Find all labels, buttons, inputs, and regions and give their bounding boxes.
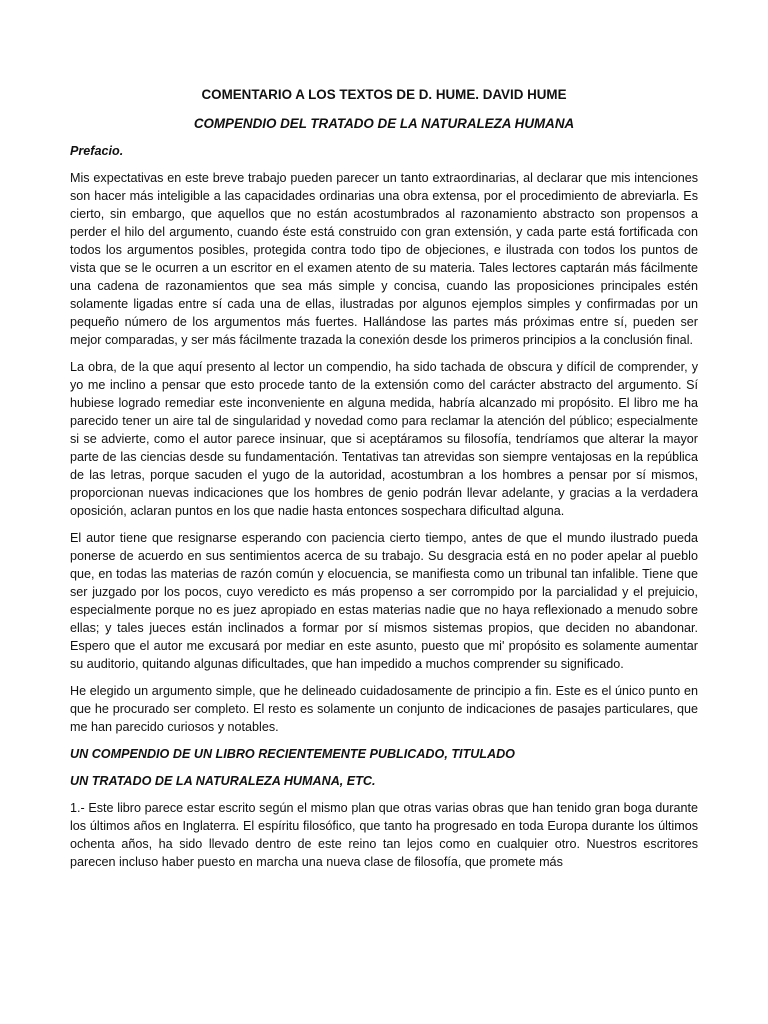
document-page [70, 86, 698, 880]
treatise-heading: UN TRATADO DE LA NATURALEZA HUMANA, ETC. [70, 774, 376, 788]
paragraph: He elegido un argumento simple, que he delineado cuidadosamente de principio a fin. Este es el único punto en que he procurado ser completo. El resto es solamente un conjunto de indicaciones de pasajes particulares, que me han parecido curiosos y notables. [70, 684, 698, 734]
document-title: COMENTARIO A LOS TEXTOS DE D. HUME. DAVID HUME [201, 87, 567, 102]
paragraph: 1.- Este libro parece estar escrito según el mismo plan que otras varias obras que han tenido gran boga durante los últimos años en Inglaterra. El espíritu filosófico, que tanto ha progresado en toda Europa durante los últimos ochenta años, ha sido llevado dentro de este reino tan lejos como en cualquier otro. Nuestros escritores parecen incluso haber puesto en marcha una nueva clase de filosofía, que promete más [70, 801, 698, 869]
document-subtitle: COMPENDIO DEL TRATADO DE LA NATURALEZA HUMANA [193, 116, 575, 131]
paragraph: La obra, de la que aquí presento al lector un compendio, ha sido tachada de obscura y difícil de comprender, y yo me inclino a pensar que esto procede tanto de la extensión como del carácter abstracto del argumento. Sí hubiese logrado remediar este inconveniente en alguna medida, habría alcanzado mi propósito. El libro me ha parecido tener un aire tal de singularidad y novedad como para reclamar la atención del público; especialmente si se advierte, como el autor parece insinuar, que si aceptáramos su filosofía, tendríamos que alterar la mayor parte de las ciencias desde su fundamentación. Tentativas tan atrevidas son siempre ventajosas en la república de las letras, porque sacuden el yugo de la autoridad, acostumbran a los hombres a pensar por sí mismos, proporcionan nuevas indicaciones que los hombres de genio podrán llevar adelante, y gracias a la verdadera oposición, aclaran puntos en los que nadie hasta entonces sospechara dificultad alguna. [70, 360, 698, 518]
preface-heading: Prefacio. [70, 144, 124, 158]
paragraph: El autor tiene que resignarse esperando con paciencia cierto tiempo, antes de que el mundo ilustrado pueda ponerse de acuerdo en sus sentimientos acerca de su trabajo. Su desgracia está en no poder apelar al pueblo que, en todas las materias de razón común y elocuencia, se manifiesta como un tribunal tan infalible. Tiene que ser juzgado por los pocos, cuyo veredicto es más propenso a ser corrompido por la parcialidad y el prejuicio, especialmente porque no es juez apropiado en estas materias nadie que no haya reflexionado a menudo sobre ellas; y tales jueces están inclinados a formar por sí mismos sistemas propios, que deciden no abandonar. Espero que el autor me excusará por mediar en este asunto, puesto que mi' propósito es solamente aumentar su auditorio, quitando algunas dificultades, que han impedido a muchos comprender su significado. [70, 531, 698, 671]
paragraph: Mis expectativas en este breve trabajo pueden parecer un tanto extraordinarias, al declarar que mis intenciones son hacer más inteligible a las capacidades ordinarias una obra extensa, por el procedimiento de abreviarla. Es cierto, sin embargo, que aquellos que no están acostumbrados al razonamiento abstracto son propensos a perder el hilo del argumento, cuando éste está construido con gran extensión, y cada parte está fortificada con todos los argumentos posibles, protegida contra todo tipo de objeciones, e ilustrada con todos los puntos de vista que se le ocurren a un escritor en el examen atento de su materia. Tales lectores captarán más fácilmente una cadena de razonamientos que sea más simple y concisa, cuando las proposiciones principales estén solamente ligadas entre sí cada una de ellas, ilustradas por algunos ejemplos simples y confirmadas por un pequeño número de los argumentos más fuertes. Hallándose las partes más próximas entre sí, pueden ser mejor comparadas, y ser más fácilmente trazada la conexión desde los primeros principios a la conclusión final. [70, 171, 698, 347]
compendium-heading: UN COMPENDIO DE UN LIBRO RECIENTEMENTE PUBLICADO, TITULADO [70, 747, 515, 761]
